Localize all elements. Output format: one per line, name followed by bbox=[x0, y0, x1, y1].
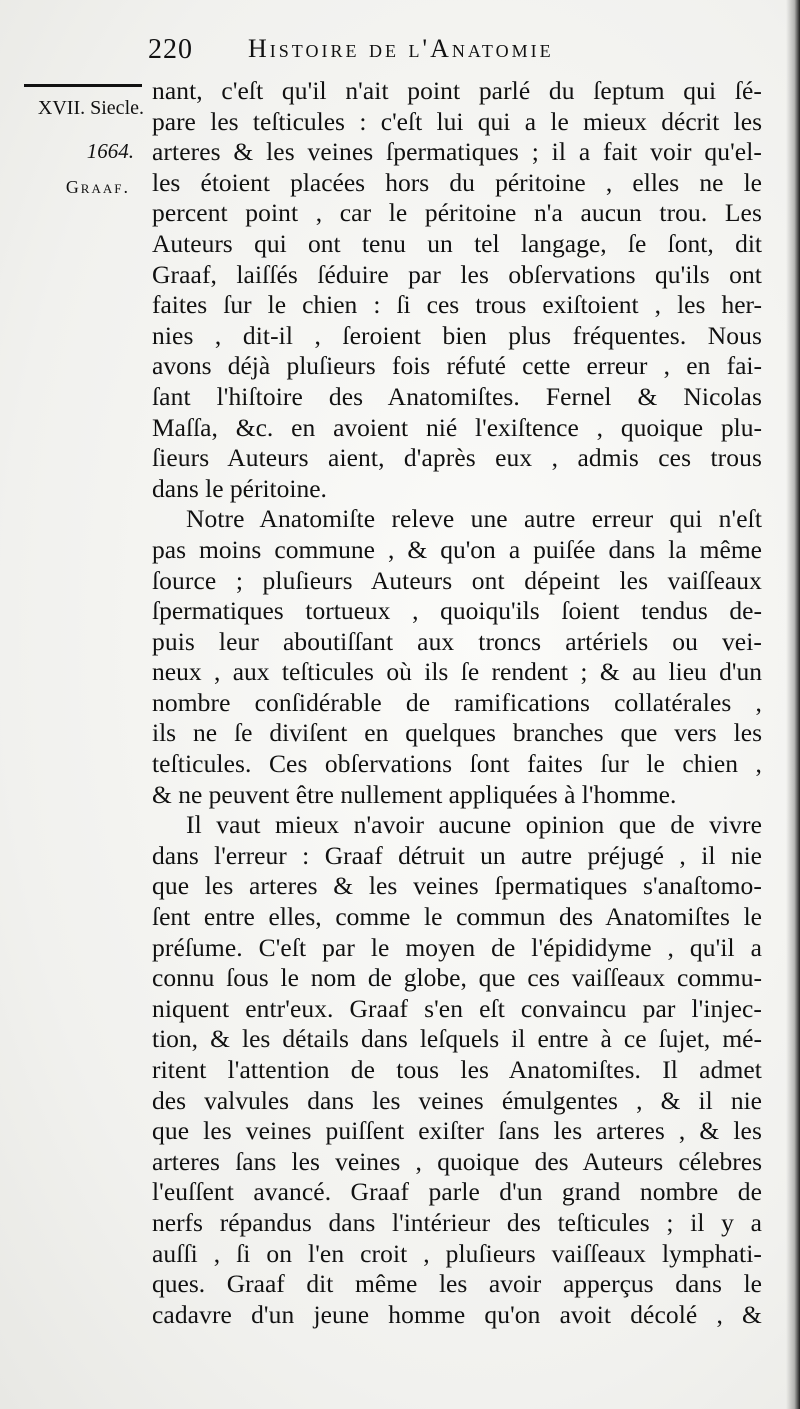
text-line: puis leur aboutiſſant aux troncs artériels ou vei- bbox=[152, 626, 762, 656]
text-line: Auteurs qui ont tenu un tel langage, ſe ſont, dit bbox=[152, 228, 762, 258]
margin-rule bbox=[24, 84, 142, 87]
margin-note-year: 1664. bbox=[86, 139, 134, 163]
text-line: les étoient placées hors du péritoine , elles ne le bbox=[152, 167, 762, 197]
text-line: ils ne ſe diviſent en quelques branches que vers les bbox=[152, 718, 762, 748]
text-line: teſticules. Ces obſervations ſont faites ſur le chien , bbox=[152, 749, 762, 779]
text-line: nant, c'eſt qu'il n'ait point parlé du ſeptum qui ſé- bbox=[152, 76, 762, 105]
text-line: nombre conſidérable de ramifications collatérales , bbox=[152, 687, 762, 717]
text-line: que les arteres & les veines ſpermatiques s'anaſtomo- bbox=[152, 871, 762, 901]
text-line: dans l'erreur : Graaf détruit un autre préjugé , il nie bbox=[152, 840, 762, 870]
running-title: Histoire de l'Anatomie bbox=[248, 34, 554, 63]
text-line: l'euſſent avancé. Graaf parle d'un grand nombre de bbox=[152, 1177, 762, 1207]
text-line: niquent entr'eux. Graaf s'en eſt convaincu par l'injec- bbox=[152, 993, 762, 1023]
text-line: dans le péritoine. bbox=[152, 473, 327, 503]
text-line: & ne peuvent être nullement appliquées à l'homme. bbox=[152, 779, 677, 809]
page-edge-shadow bbox=[786, 0, 800, 1409]
page-header bbox=[148, 34, 778, 74]
text-line: ſieurs Auteurs aient, d'après eux , admis ces trous bbox=[152, 443, 762, 473]
text-line: ritent l'attention de tous les Anatomiſtes. Il admet bbox=[152, 1055, 762, 1084]
text-line: Notre Anatomiſte releve une autre erreur qui n'eſt bbox=[186, 504, 762, 534]
text-line: pas moins commune , & qu'on a puiſée dans la même bbox=[152, 534, 762, 564]
text-line: Graaf, laiſſés ſéduire par les obſervations qu'ils ont bbox=[152, 259, 762, 289]
text-line: ques. Graaf dit même les avoir apperçus dans le bbox=[152, 1269, 762, 1299]
text-line: nerfs répandus dans l'intérieur des teſticules ; il y a bbox=[152, 1207, 762, 1237]
text-line: cadavre d'un jeune homme qu'on avoit décolé , & bbox=[152, 1299, 762, 1329]
margin-note-century: XVII. Siecle. bbox=[37, 97, 144, 119]
page-number: 220 bbox=[148, 34, 193, 65]
text-line: que les veines puiſſent exiſter ſans les arteres , & les bbox=[152, 1116, 762, 1146]
text-line: avons déjà pluſieurs fois réfuté cette erreur , en fai- bbox=[152, 351, 762, 381]
text-line: Maſſa, &c. en avoient nié l'exiſtence , quoique plu- bbox=[152, 412, 762, 442]
text-line: tion, & les détails dans leſquels il entre à ce ſujet, mé- bbox=[152, 1024, 762, 1054]
text-line: préſume. C'eſt par le moyen de l'épididyme , qu'il a bbox=[152, 932, 762, 962]
text-line: Il vaut mieux n'avoir aucune opinion que de vivre bbox=[186, 810, 762, 840]
text-line: faites ſur le chien : ſi ces trous exiſtoient , les her- bbox=[152, 290, 762, 320]
body-text bbox=[152, 76, 762, 1330]
margin-note-author: Graaf. bbox=[65, 177, 130, 197]
text-line: ſource ; pluſieurs Auteurs ont dépeint les vaiſſeaux bbox=[152, 565, 762, 595]
text-line: percent point , car le péritoine n'a aucun trou. Les bbox=[152, 198, 762, 228]
text-line: arteres ſans les veines , quoique des Auteurs célebres bbox=[152, 1146, 762, 1176]
text-line: nies , dit-il , ſeroient bien plus fréquentes. Nous bbox=[152, 320, 762, 350]
text-line: ſpermatiques tortueux , quoiqu'ils ſoient tendus de- bbox=[152, 596, 762, 626]
text-line: neux , aux teſticules où ils ſe rendent ; & au lieu d'un bbox=[152, 657, 762, 687]
text-line: ſent entre elles, comme le commun des Anatomiſtes le bbox=[152, 902, 762, 932]
text-line: auſſi , ſi on l'en croit , pluſieurs vaiſſeaux lymphati- bbox=[152, 1238, 762, 1268]
text-line: connu ſous le nom de globe, que ces vaiſſeaux commu- bbox=[152, 963, 762, 993]
text-line: pare les teſticules : c'eſt lui qui a le mieux décrit les bbox=[152, 106, 762, 136]
text-line: des valvules dans les veines émulgentes , & il nie bbox=[152, 1085, 762, 1115]
text-line: arteres & les veines ſpermatiques ; il a fait voir qu'el- bbox=[152, 137, 762, 167]
text-line: ſant l'hiſtoire des Anatomiſtes. Fernel & Nicolas bbox=[152, 381, 762, 411]
